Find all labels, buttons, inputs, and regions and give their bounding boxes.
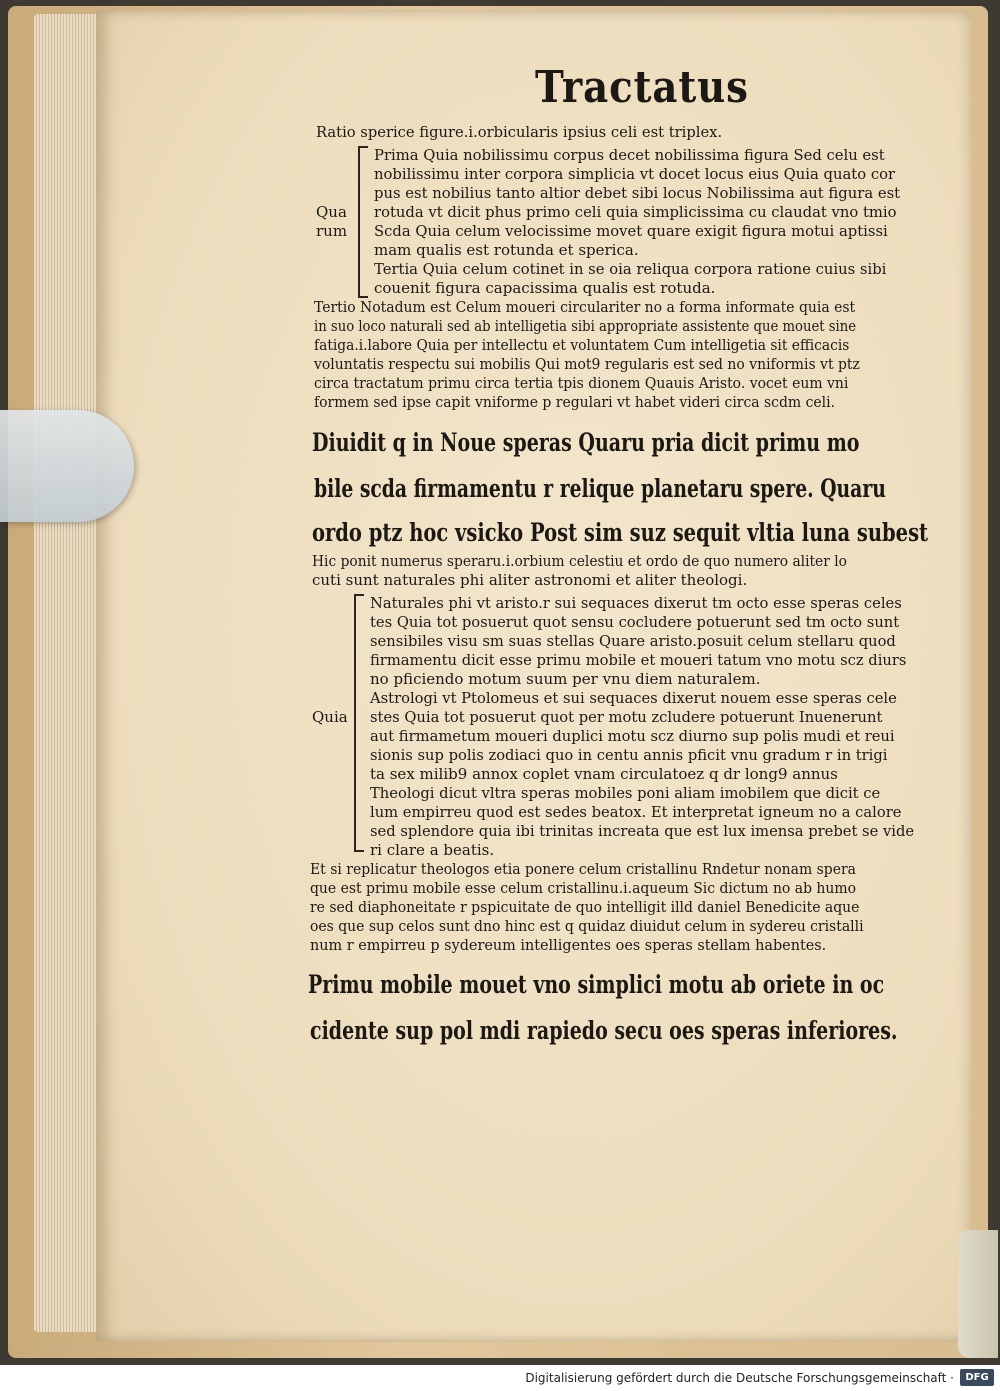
margin-note: rum (316, 222, 348, 240)
text-line: mam qualis est rotunda et sperica. (374, 241, 639, 259)
text-line: circa tractatum primu circa tertia tpis dionem Quauis Aristo. vocet eum vni (314, 374, 849, 392)
text-line: firmamentu dicit esse primu mobile et moueri tatum vno motu scz diurs (370, 651, 907, 669)
large-text-line: Primu mobile mouet vno simplici motu ab oriete in oc (308, 970, 885, 999)
text-line: num r empirreu p sydereum intelligentes oes speras stellam habentes. (310, 936, 827, 954)
footer-credit: Digitalisierung gefördert durch die Deutsche Forschungsgemeinschaft · (525, 1371, 954, 1385)
text-line: aut firmametum moueri duplici motu scz diurno sup polis mudi et reui (370, 727, 895, 745)
text-line: oes que sup celos sunt dno hinc est q quidaz diuidut celum in sydereu cristalli (310, 917, 864, 935)
text-line: voluntatis respectu sui mobilis Qui mot9 regularis est sed no vniformis vt ptz (314, 355, 860, 373)
text-line: fatiga.i.labore Quia per intellectu et voluntatem Cum intelligetia sit efficacis (314, 336, 850, 354)
text-line: Theologi dicut vltra speras mobiles poni aliam imobilem que dicit ce (370, 784, 881, 802)
bracket (354, 594, 364, 852)
large-text-line: cidente sup pol mdi rapiedo secu oes speras inferiores. (310, 1016, 898, 1045)
text-line: lum empirreu quod est sedes beatox. Et interpretat igneum no a calore (370, 803, 902, 821)
text-line: ri clare a beatis. (370, 841, 495, 859)
text-line: Ratio sperice figure.i.orbicularis ipsius celi est triplex. (316, 123, 723, 141)
text-line: Et si replicatur theologos etia ponere celum cristallinu Rndetur nonam spera (310, 860, 856, 878)
large-text-line: ordo ptz hoc vsicko Post sim suz sequit vltia luna subest (312, 518, 929, 547)
large-text-line: Diuidit q in Noue speras Quaru pria dicit primu mo (312, 428, 860, 457)
page-edges (34, 14, 104, 1332)
text-line: pus est nobilius tanto altior debet sibi locus Nobilissima aut figura est (374, 184, 901, 202)
text-line: re sed diaphoneitate r pspicuitate de quo intelligit illd daniel Benedicite aque (310, 898, 860, 916)
ribbon (958, 1230, 998, 1358)
text-line: Astrologi vt Ptolomeus et sui sequaces dixerut nouem esse speras cele (370, 689, 897, 707)
text-line: in suo loco naturali sed ab intelligetia sibi appropriate assistente que mouet sine (314, 317, 857, 335)
text-line: Prima Quia nobilissimu corpus decet nobilissima figura Sed celu est (374, 146, 885, 164)
text-line: tes Quia tot posuerut quot sensu cocludere potuerunt sed tm octo sunt (370, 613, 900, 631)
text-line: Tertio Notadum est Celum moueri circulariter no a forma informate quia est (314, 298, 856, 316)
text-line: formem sed ipse capit vniforme p regulari vt habet videri circa scdm celi. (314, 393, 836, 411)
text-line: sionis sup polis zodiaci quo in centu annis pficit vnu gradum r in trigi (370, 746, 888, 764)
text-line: sed splendore quia ibi trinitas increata que est lux imensa prebet se vide (370, 822, 915, 840)
text-line: couenit figura capacissima qualis est rotuda. (374, 279, 716, 297)
text-line: stes Quia tot posuerut quot per motu zcludere potuerunt Inuenerunt (370, 708, 883, 726)
margin-note: Qua (316, 203, 347, 221)
text-line: cuti sunt naturales phi aliter astronomi et aliter theologi. (312, 571, 748, 589)
text-line: Hic ponit numerus speraru.i.orbium celestiu et ordo de quo numero aliter lo (312, 552, 847, 570)
margin-note: Quia (312, 708, 348, 726)
dfg-logo: DFG (960, 1369, 994, 1386)
text-line: rotuda vt dicit phus primo celi quia simplicissima cu claudat vno tmio (374, 203, 897, 221)
text-line: Scda Quia celum velocissime movet quare exigit figura motui aptissi (374, 222, 888, 240)
text-line: nobilissimu inter corpora simplicia vt docet locus eius Quia quato cor (374, 165, 896, 183)
text-line: Naturales phi vt aristo.r sui sequaces dixerut tm octo esse speras celes (370, 594, 902, 612)
bracket (358, 146, 368, 298)
large-text-line: bile scda firmamentu r relique planetaru spere. Quaru (314, 474, 886, 503)
running-head: Tractatus (535, 62, 749, 113)
text-line: que est primu mobile esse celum cristallinu.i.aqueum Sic dictum no ab humo (310, 879, 857, 897)
text-line: sensibiles visu sm suas stellas Quare aristo.posuit celum stellaru quod (370, 632, 896, 650)
footer (0, 1365, 1000, 1391)
book-clip (0, 410, 134, 522)
text-line: Tertia Quia celum cotinet in se oia reliqua corpora ratione cuius sibi (374, 260, 887, 278)
text-line: no pficiendo motum suum per vnu diem naturalem. (370, 670, 761, 688)
text-line: ta sex milib9 annox coplet vnam circulatoez q dr long9 annus (370, 765, 838, 783)
